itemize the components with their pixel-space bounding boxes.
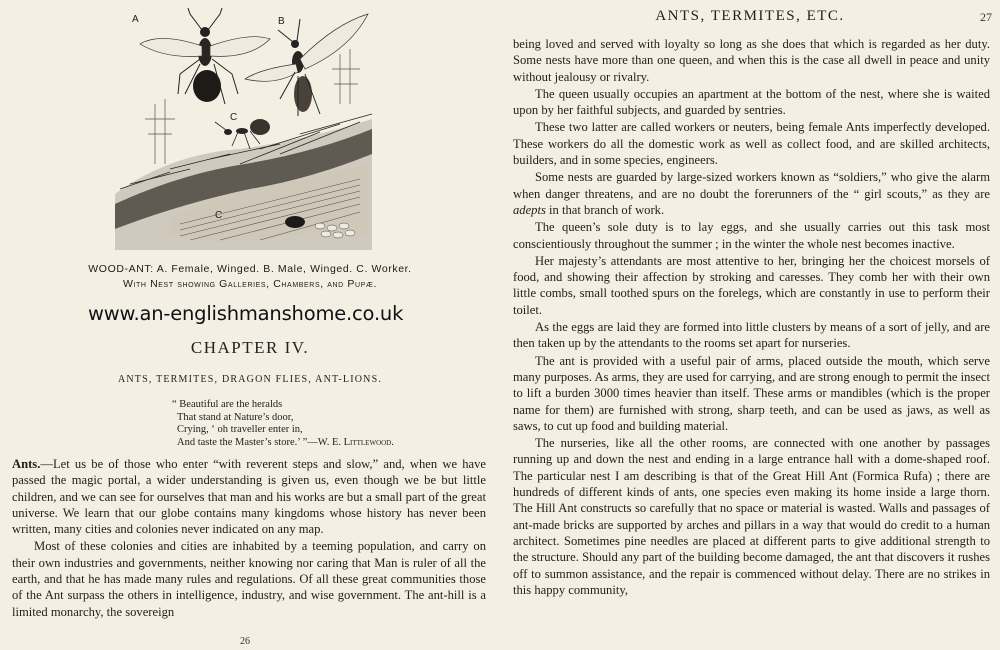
- paragraph: The queen’s sole duty is to lay eggs, and she usually carries out this task most conscientiously throughout the summer ; in the winter the whole nest becomes inactive.: [513, 220, 990, 251]
- page-number-right: 27: [980, 10, 992, 24]
- running-head: ANTS, TERMITES, ETC.: [655, 8, 845, 24]
- right-body-text: [513, 36, 990, 598]
- paragraph: As the eggs are laid they are formed into little clusters by means of a sort of jelly, and are then taken up by the attendants to the rooms set apart for nurseries.: [513, 320, 990, 351]
- caption-line-1: WOOD-ANT: A. Female, Winged. B. Male, Winged. C. Worker.: [88, 263, 412, 275]
- epigraph-line: Crying, ‘ oh traveller enter in,: [177, 424, 303, 436]
- epigraph-attribution: —W. E. Littlewood.: [307, 437, 394, 449]
- epigraph-line-last: [172, 437, 394, 450]
- paragraph: These two latter are called workers or neuters, being female Ants imperfectly developed. These workers do all the domestic work as well as collect food, and are skilled architects, builders, and in some species, engineers.: [513, 120, 990, 168]
- chapter-subtitle: ANTS, TERMITES, DRAGON FLIES, ANT-LIONS.: [117, 374, 383, 385]
- italic-word: adepts: [513, 202, 546, 217]
- left-body-text: [12, 456, 486, 620]
- page-number-left: 26: [240, 636, 250, 647]
- epigraph-line: And taste the Master’s store.’ ”: [177, 437, 308, 449]
- epigraph: [172, 399, 394, 450]
- paragraph: [12, 456, 486, 537]
- paragraph: Her majesty’s attendants are most attentive to her, bringing her the choicest morsels of food, and showing their affection by stroking and caresses. They comb her with their own little combs, small toothed spurs on the forelegs, which are constantly in use to perform their toilet.: [513, 253, 990, 317]
- chapter-title: CHAPTER IV.: [190, 338, 310, 357]
- ant-engraving: [110, 4, 380, 250]
- paragraph: The queen usually occupies an apartment at the bottom of the nest, where she is waited upon by her faithful subjects, and guarded by sentries.: [513, 86, 990, 118]
- run-in-heading: Ants.: [12, 457, 41, 471]
- paragraph: The nurseries, like all the other rooms, are connected with one another by passages running up and down the nest and ending in a large entrance hall with a dome-shaped roof. The particular nest I am describing is that of the Great Hill Ant (Formica Rufa) ; there are hundreds of different kinds of ants, one species even making its home inside a large thorn. The Hill Ant constructs so carefully that no space or material is wasted. Walls and passages of ant-made bricks are supported by arches and pillars in a way that would do credit to a human architect. Sometimes pine needles are placed at different parts to give additional strength to the structure. Should any part of the building become damaged, the ant that discovers it rushes off to summon assistance, and the repair is commenced without delay. There are no strikes in this happy community,: [513, 436, 990, 597]
- paragraph-text: —Let us be of those who enter “with reverent steps and slow,” and, when we have passed the magic portal, a wider understanding is given us, even though we be but little children, and we can see for ourselves that man and his works are but a small part of the great universe. We learn that our globe contains many kingdoms whose history has never been written, many cities and colonies never indicated on any map.: [12, 457, 486, 537]
- label-a: A: [132, 14, 139, 25]
- illustration-caption: [40, 262, 460, 292]
- label-c-nest: C: [215, 210, 223, 221]
- caption-line-2: With Nest showing Galleries, Chambers, and Pupæ.: [123, 278, 377, 290]
- watermark-url: www.an-englishmanshome.co.uk: [88, 302, 404, 325]
- epigraph-line: “ Beautiful are the heralds: [172, 399, 283, 410]
- right-page: [500, 0, 1000, 650]
- paragraph: Most of these colonies and cities are inhabited by a teeming population, and carry on their own industries and governments, neither knowing nor caring that Man is ruler of all the earth, and that he has made many rules and regulations. Of all these great communities those of the Ant surpass the others in intelligence, industry, and wise government. The ant-hill is a limited monarchy, the sovereign: [12, 539, 486, 619]
- wood-ant-illustration: [110, 4, 380, 250]
- label-c-top: C: [230, 112, 238, 123]
- paragraph-with-italic: Some nests are guarded by large-sized workers known as “soldiers,” who give the alarm when danger threatens, and are no doubt the forerunners of the “ girl scouts,” as they are adepts in that branch of work.: [513, 170, 990, 217]
- paragraph: The ant is provided with a useful pair of arms, placed outside the mouth, which serve many purposes. As arms, they are used for carrying, and are strong enough to permit the insect to lift a burden 3000 times heavier than itself. These arms or mandibles (which is the proper name for them) are furnished with strong, sharp teeth, and can be used as jaws, as well as saws, to cut up food and building material.: [513, 353, 990, 433]
- paragraph: being loved and served with loyalty so long as she does that which is regarded as her duty. Some nests have more than one queen, and when this is the case all dwell in peace and unity without jealousy or rivalry.: [513, 37, 990, 84]
- epigraph-line: That stand at Nature’s door,: [177, 411, 294, 423]
- label-b: B: [278, 16, 285, 27]
